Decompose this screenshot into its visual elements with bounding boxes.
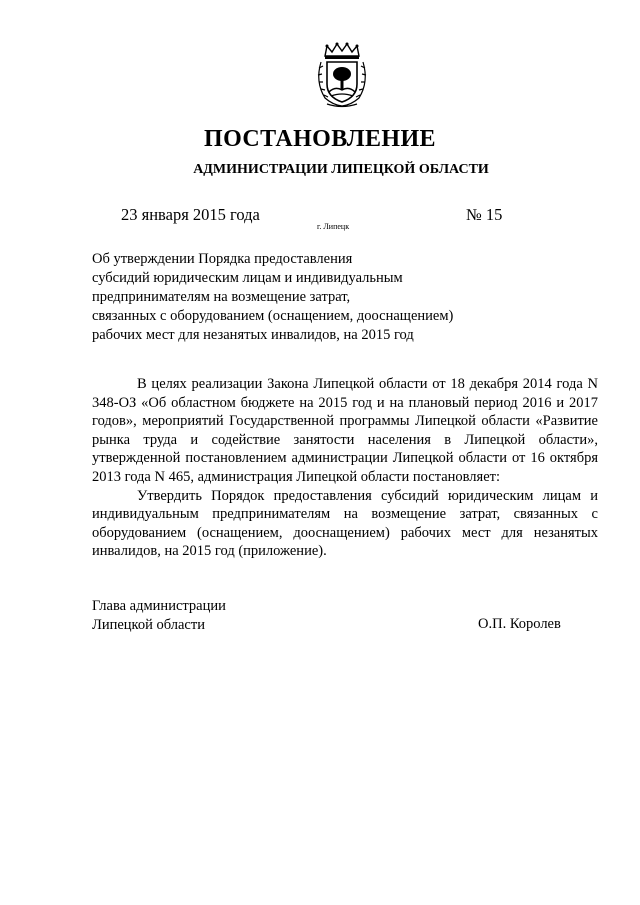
document-title: ПОСТАНОВЛЕНИЕ	[204, 126, 436, 152]
document-city: г. Липецк	[317, 222, 350, 231]
subject-line: субсидий юридическим лицам и индивидуальным	[92, 270, 403, 286]
signer-position-line: Глава администрации	[92, 598, 226, 614]
body-paragraph: Утвердить Порядок предоставления субсидий юридическим лицам и индивидуальным предпринимателям на возмещение затрат, связанных с оборудованием (оснащением, дооснащением) рабочих мест для незанятых инвалидов, на 2015 год (приложение).	[92, 487, 598, 560]
subject-line: связанных с оборудованием (оснащением, дооснащением)	[92, 308, 454, 324]
signer-name: О.П. Королев	[478, 616, 561, 632]
document-subtitle: АДМИНИСТРАЦИИ ЛИПЕЦКОЙ ОБЛАСТИ	[193, 162, 489, 177]
lipetsk-coat-of-arms-icon	[313, 42, 371, 108]
body-paragraph: В целях реализации Закона Липецкой области от 18 декабря 2014 года N 348-ОЗ «Об областном бюджете на 2015 год и на плановый период 2016 и 2017 годов», мероприятий Государственной программы Липецкой области «Развитие рынка труда и содействие занятости населения в Липецкой области», утвержденной постановлением администрации Липецкой области от 16 октября 2013 года N 465, администрация Липецкой области постановляет:	[92, 376, 598, 485]
document-body	[92, 375, 598, 561]
document-number: № 15	[466, 205, 503, 224]
document-subject	[92, 250, 453, 345]
subject-line: рабочих мест для незанятых инвалидов, на 2015 год	[92, 327, 414, 343]
signer-position	[92, 597, 226, 635]
subject-line: предпринимателям на возмещение затрат,	[92, 289, 351, 305]
subject-line: Об утверждении Порядка предоставления	[92, 251, 353, 267]
signer-position-line: Липецкой области	[92, 617, 205, 633]
document-date: 23 января 2015 года	[121, 205, 260, 224]
